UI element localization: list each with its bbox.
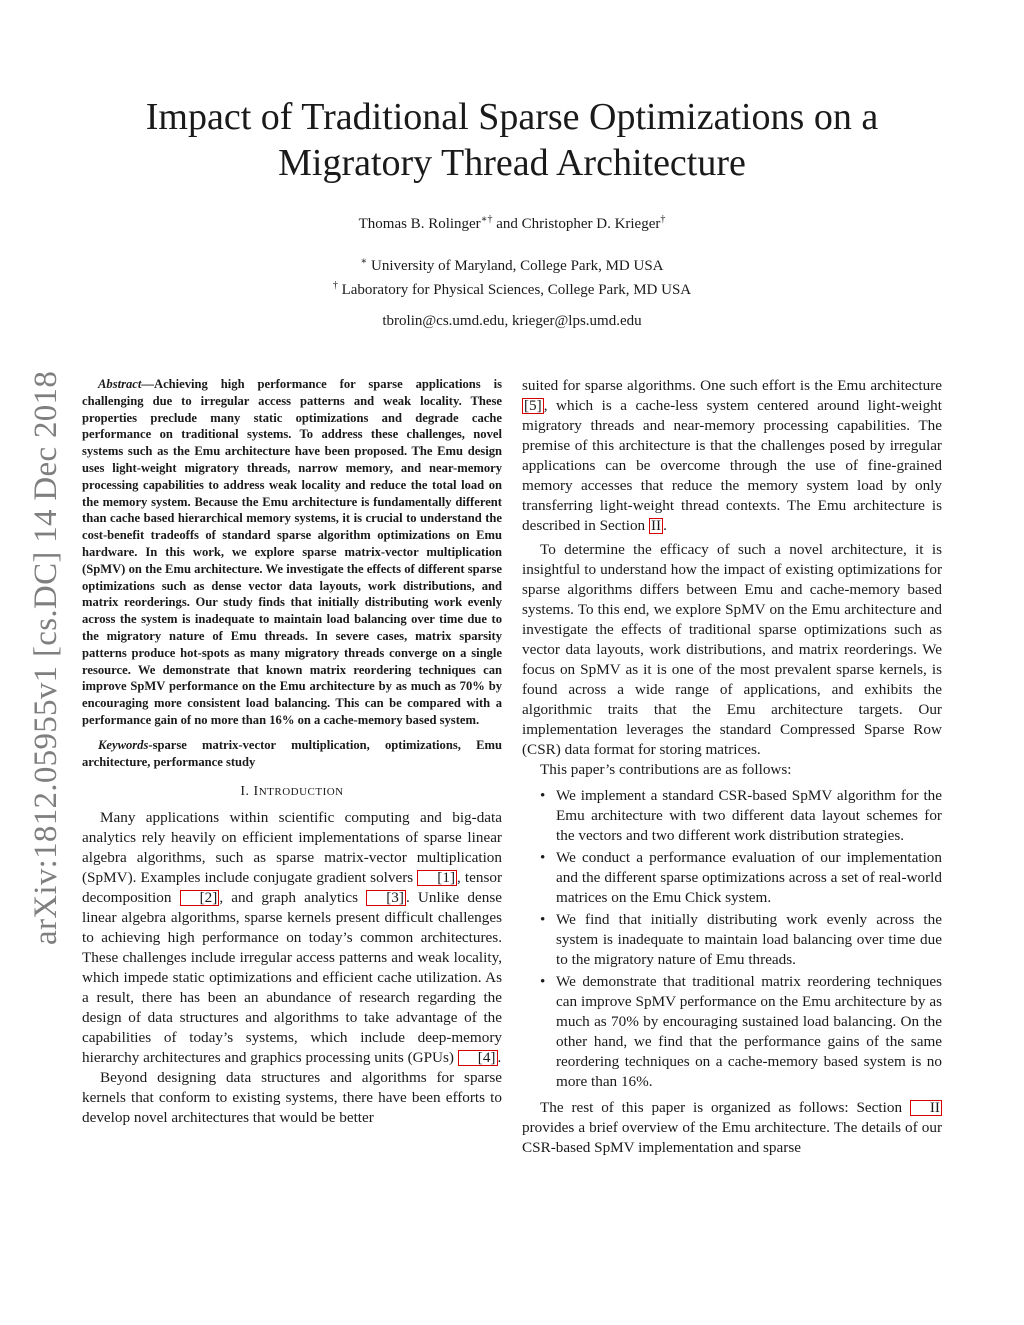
- list-item: • We demonstrate that traditional matrix reordering techniques can improve SpMV performance on the Emu architecture by as much as 70% by encouraging sustained load balancing. On the other hand, we find that the performance gains of the same reordering techniques on a cache-memory based system is no more than 16%.: [522, 972, 942, 1092]
- section-reference-link[interactable]: II: [910, 1100, 942, 1116]
- keywords: [82, 737, 502, 771]
- citation-link[interactable]: [3]: [366, 890, 406, 906]
- author-1-marks: ∗†: [480, 214, 493, 225]
- right-column: [522, 376, 942, 1158]
- author-list: [80, 214, 944, 233]
- keywords-label: Keywords: [98, 737, 149, 752]
- paper-title: [80, 94, 944, 186]
- list-item: • We find that initially distributing work evenly across the system is inadequate to maintain load balancing over time due to the migratory nature of Emu threads.: [522, 910, 942, 970]
- intro-paragraph-1: Many applications within scientific computing and big-data analytics rely heavily on efficient implementations of sparse linear algebra algorithms, such as sparse matrix-vector multiplication (SpMV). Examples include conjugate gradient solvers [1] , tensor decomposition [2] , and graph analytics [3] . Unlike dense linear algebra algorithms, sparse kernels present difficult challenges to achieving high performance on today’s common architectures. These challenges include irregular access patterns and weak locality, which impede static optimizations and efficient cache utilization. As a result, there has been an abundance of research regarding the design of data structures and algorithms to take advantage of the capabilities of today’s systems, which include deep-memory hierarchy architectures and graphics processing units (GPUs) [4] .: [82, 809, 503, 1067]
- author-2: Christopher D. Krieger: [521, 216, 661, 232]
- contributions-list: [522, 786, 942, 1092]
- keywords-text: -sparse matrix-vector multiplication, optimizations, Emu architecture, performance study: [82, 737, 502, 769]
- intro-paragraph-2: Beyond designing data structures and algorithms for sparse kernels that conform to existing systems, there have been efforts to develop novel architectures that would be better: [82, 1069, 502, 1127]
- citation-link[interactable]: [4]: [458, 1050, 498, 1066]
- author-1: Thomas B. Rolinger: [358, 216, 481, 232]
- affiliations: [80, 252, 944, 300]
- intro-paragraph-2-continued: suited for sparse algorithms. One such effort is the Emu architecture [5] , which is a cache-less system centered around light-weight migratory threads and near-memory processing capabilities. The premise of this architecture is that the challenges posed by irregular applications can be overcome through the use of fine-grained memory accesses that reduce the memory system load by only transferring light-weight thread contexts. The Emu architecture is described in Section II .: [522, 377, 942, 534]
- title-line-1: Impact of Traditional Sparse Optimizations on a: [145, 96, 879, 138]
- intro-paragraph-5: The rest of this paper is organized as follows: Section II provides a brief overview of the Emu architecture. The details of our CSR-based SpMV implementation and sparse: [522, 1099, 942, 1156]
- citation-link[interactable]: [5]: [524, 397, 542, 414]
- abstract-label: Abstract: [98, 377, 142, 391]
- author-2-marks: †: [660, 214, 666, 225]
- section-reference-link[interactable]: II: [650, 517, 662, 534]
- abstract-text: —Achieving high performance for sparse applications is challenging due to irregular access patterns and weak locality. These properties preclude many static optimizations and degrade cache performance on traditional systems. To address these challenges, novel systems such as the Emu architecture have been proposed. The Emu design uses light-weight migratory threads, narrow memory, and near-memory processing capabilities to address weak locality and reduce the total load on the memory system. Because the Emu architecture is fundamentally different than cache based hierarchical memory systems, it is crucial to understand the cost-benefit tradeoffs of standard sparse algorithm optimizations on Emu hardware. In this work, we explore sparse matrix-vector multiplication (SpMV) on the Emu architecture. We investigate the effects of different sparse optimizations such as dense vector data layouts, work distributions, and matrix reorderings. Our study finds that initially distributing work evenly across the system is inadequate to maintain load balancing over time due to the migratory nature of Emu threads. In severe cases, matrix sparsity patterns produce hot-spots as many migratory threads converge on a single resource. We demonstrate that known matrix reordering techniques can improve SpMV performance on the Emu architecture by as much as 70% by encouraging more consistent load balancing. This can be compared with a performance gain of no more than 16% on a cache-memory based system.: [82, 377, 502, 727]
- left-column: [82, 376, 502, 1128]
- list-item: • We implement a standard CSR-based SpMV algorithm for the Emu architecture with two different data layout schemes for the vectors and two different work distribution strategies.: [522, 786, 942, 846]
- section-heading-introduction: I. INTRODUCTION: [240, 784, 344, 800]
- arxiv-identifier: arXiv:1812.05955v1 [cs.DC] 14 Dec 2018: [28, 370, 64, 945]
- intro-paragraph-4: This paper’s contributions are as follows:: [540, 761, 792, 778]
- intro-paragraph-3: To determine the efficacy of such a novel architecture, it is insightful to understand how the impact of existing optimizations for sparse algorithms differs between Emu and cache-memory based systems. To this end, we explore SpMV on the Emu architecture and investigate the effects of traditional sparse optimizations such as vector data layouts, work distributions, and matrix reorderings. We focus on SpMV as it is one of the most prevalent sparse kernels, is found across a wide range of applications, and exhibits the algorithmic traits that the Emu architecture targets. Our implementation leverages the standard Compressed Sparse Row (CSR) data format for storing matrices.: [522, 541, 942, 758]
- affiliation-2: † Laboratory for Physical Sciences, College Park, MD USA: [332, 280, 692, 298]
- citation-link[interactable]: [1]: [417, 870, 457, 886]
- author-connector: and: [492, 216, 522, 232]
- citation-link[interactable]: [2]: [180, 890, 220, 906]
- title-line-2: Migratory Thread Architecture: [278, 142, 746, 184]
- affiliation-1: ∗ University of Maryland, College Park, MD USA: [360, 256, 664, 274]
- abstract: [82, 376, 502, 729]
- list-item: • We conduct a performance evaluation of our implementation and the different sparse optimizations across a set of real-world matrices on the Emu Chick system.: [522, 848, 942, 908]
- author-emails[interactable]: tbrolin@cs.umd.edu, krieger@lps.umd.edu: [382, 313, 642, 329]
